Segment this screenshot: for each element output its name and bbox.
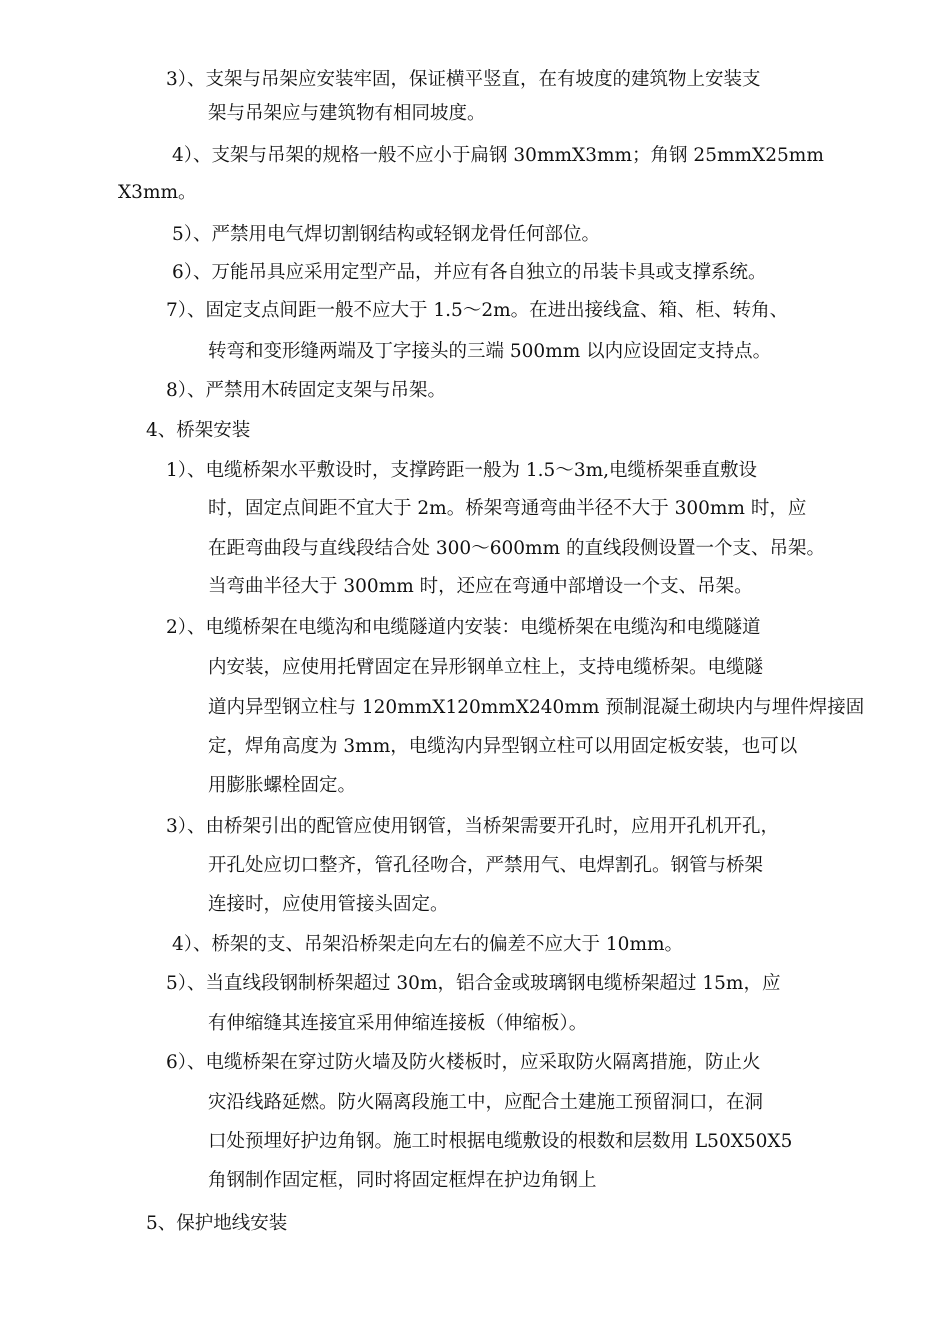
text-line: 定，焊角高度为 3mm，电缆沟内异型钢立柱可以用固定板安装，也可以 [208,736,798,757]
text-line: 5）、当直线段钢制桥架超过 30m，铝合金或玻璃钢电缆桥架超过 15m，应 [166,973,781,994]
text-line: 连接时，应使用管接头固定。 [208,894,449,915]
text-line: X3mm。 [118,182,197,203]
text-line: 灾沿线路延燃。防火隔离段施工中，应配合土建施工预留洞口，在洞 [208,1092,764,1113]
text-line: 角钢制作固定框，同时将固定框焊在护边角钢上 [208,1170,597,1191]
text-line: 2）、电缆桥架在电缆沟和电缆隧道内安装：电缆桥架在电缆沟和电缆隧道 [166,617,761,638]
text-line: 1）、电缆桥架水平敷设时，支撑跨距一般为 1.5～3m,电缆桥架垂直敷设 [166,460,758,481]
section-heading: 5、保护地线安装 [146,1213,288,1234]
text-line: 道内异型钢立柱与 120mmX120mmX240mm 预制混凝土砌块内与埋件焊接固 [208,697,865,718]
text-line: 8）、严禁用木砖固定支架与吊架。 [166,380,447,401]
text-line: 在距弯曲段与直线段结合处 300～600mm 的直线段侧设置一个支、吊架。 [208,538,825,559]
text-line: 4）、桥架的支、吊架沿桥架走向左右的偏差不应大于 10mm。 [172,934,684,955]
text-line: 转弯和变形缝两端及丁字接头的三端 500mm 以内应设固定支持点。 [208,341,772,362]
text-line: 当弯曲半径大于 300mm 时，还应在弯通中部增设一个支、吊架。 [208,576,753,597]
text-line: 4）、支架与吊架的规格一般不应小于扁钢 30mmX3mm；角钢 25mmX25mm [172,145,824,166]
text-line: 内安装，应使用托臂固定在异形钢单立柱上，支持电缆桥架。电缆隧 [208,657,764,678]
section-heading: 4、桥架安装 [146,420,251,441]
text-line: 6）、电缆桥架在穿过防火墙及防火楼板时，应采取防火隔离措施，防止火 [166,1052,761,1073]
text-line: 架与吊架应与建筑物有相同坡度。 [208,103,486,124]
text-line: 3）、支架与吊架应安装牢固，保证横平竖直，在有坡度的建筑物上安装支 [166,69,761,90]
text-line: 时，固定点间距不宜大于 2m。桥架弯通弯曲半径不大于 300mm 时，应 [208,498,807,519]
text-line: 有伸缩缝其连接宜采用伸缩连接板（伸缩板）。 [208,1013,588,1034]
text-line: 开孔处应切口整齐，管孔径吻合，严禁用气、电焊割孔。钢管与桥架 [208,855,764,876]
text-line: 5）、严禁用电气焊切割钢结构或轻钢龙骨任何部位。 [172,224,601,245]
text-line: 口处预埋好护边角钢。施工时根据电缆敷设的根数和层数用 L50X50X5 [208,1131,793,1152]
text-line: 3）、由桥架引出的配管应使用钢管，当桥架需要开孔时，应用开孔机开孔， [166,816,780,837]
text-line: 7）、固定支点间距一般不应大于 1.5～2m。在进出接线盒、箱、柜、转角、 [166,300,789,321]
text-line: 用膨胀螺栓固定。 [208,775,357,796]
text-line: 6）、万能吊具应采用定型产品，并应有各自独立的吊装卡具或支撑系统。 [172,262,767,283]
